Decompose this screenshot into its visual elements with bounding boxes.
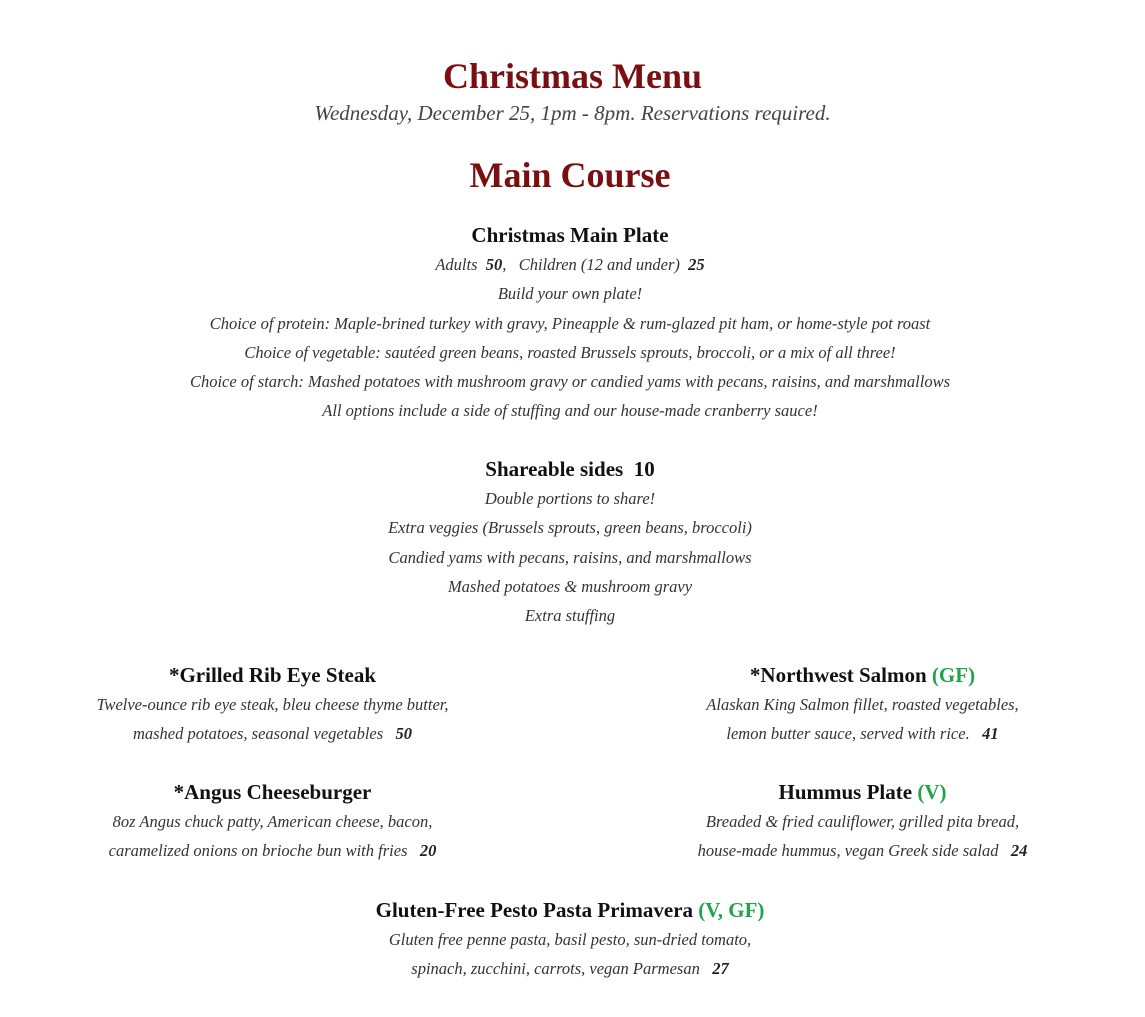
adults-price: 50 — [485, 255, 503, 274]
menu-item-pasta — [0, 896, 1140, 984]
menu-item-salmon — [630, 661, 1095, 749]
menu-title: Christmas Menu — [443, 56, 702, 96]
item-description-text: caramelized onions on brioche bun with fries — [108, 841, 408, 861]
item-price: 20 — [419, 841, 437, 861]
item-description: Gluten free penne pasta, basil pesto, sun-dried tomato, — [388, 930, 752, 949]
item-name-row — [630, 661, 1095, 689]
menu-item-ribeye — [40, 661, 505, 749]
item-description-text: mashed potatoes, seasonal vegetables — [132, 724, 384, 744]
main-plate-block — [0, 221, 1140, 426]
dietary-tag: (V, GF) — [698, 898, 765, 922]
item-name: *Angus Cheeseburger — [173, 780, 372, 804]
item-price: 24 — [1010, 841, 1028, 861]
sides-line: Double portions to share! — [484, 489, 656, 508]
item-description-line2 — [40, 719, 505, 748]
sides-price: 10 — [633, 457, 655, 481]
main-plate-line: Build your own plate! — [497, 284, 643, 304]
item-description-line2 — [630, 719, 1095, 748]
item-description-text: spinach, zucchini, carrots, vegan Parmesan — [411, 959, 700, 979]
item-description-line2 — [630, 836, 1095, 865]
main-plate-name: Christmas Main Plate — [471, 223, 669, 247]
item-name-row — [630, 778, 1095, 806]
item-name-row — [0, 896, 1140, 924]
item-description: 8oz Angus chuck patty, American cheese, bacon, — [112, 812, 433, 831]
item-price: 41 — [982, 724, 999, 744]
item-name: *Northwest Salmon — [749, 663, 927, 687]
item-price: 50 — [395, 724, 413, 744]
item-description-line2 — [40, 836, 505, 865]
item-name: *Grilled Rib Eye Steak — [168, 663, 377, 687]
children-label: Children (12 and under) — [518, 255, 680, 274]
sides-name: Shareable sides — [485, 457, 624, 481]
dietary-tag: (V) — [917, 780, 947, 804]
children-price: 25 — [688, 255, 705, 274]
sides-line: Candied yams with pecans, raisins, and marshmallows — [388, 547, 752, 567]
menu-item-burger — [40, 778, 505, 866]
menu-item-hummus — [630, 778, 1095, 866]
sides-line: Extra stuffing — [524, 606, 616, 626]
item-description: Alaskan King Salmon fillet, roasted vegetables, — [706, 695, 1019, 714]
menu-subtitle: Wednesday, December 25, 1pm - 8pm. Reservations required. — [314, 101, 831, 125]
sides-line: Extra veggies (Brussels sprouts, green beans, broccoli) — [388, 518, 752, 538]
item-description-line2 — [0, 954, 1140, 983]
item-description-text: house-made hummus, vegan Greek side salad — [697, 841, 999, 861]
main-plate-line: Choice of vegetable: sautéed green beans, roasted Brussels sprouts, broccoli, or a mix of all three! — [244, 342, 896, 362]
dietary-tag: (GF) — [931, 663, 976, 687]
main-plate-line: Choice of starch: Mashed potatoes with mushroom gravy or candied yams with pecans, raisins, and marshmallows — [189, 372, 951, 392]
sides-line: Mashed potatoes & mushroom gravy — [447, 576, 693, 596]
item-description-text: lemon butter sauce, served with rice. — [726, 724, 970, 744]
item-price: 27 — [712, 959, 729, 979]
main-plate-pricing: Adults 50, Children (12 and under) 25 — [435, 255, 705, 274]
item-name: Gluten-Free Pesto Pasta Primavera — [375, 898, 694, 922]
section-title: Main Course — [469, 155, 671, 195]
main-plate-line: All options include a side of stuffing and our house-made cranberry sauce! — [322, 401, 818, 421]
main-plate-line: Choice of protein: Maple-brined turkey with gravy, Pineapple & rum-glazed pit ham, or home-style pot roast — [209, 313, 931, 333]
item-description: Twelve-ounce rib eye steak, bleu cheese thyme butter, — [96, 695, 449, 714]
item-name: Hummus Plate — [778, 780, 913, 804]
sides-block — [0, 455, 1140, 630]
sides-heading — [0, 455, 1140, 483]
item-description: Breaded & fried cauliflower, grilled pita bread, — [705, 812, 1020, 831]
adults-label: Adults — [435, 255, 478, 274]
